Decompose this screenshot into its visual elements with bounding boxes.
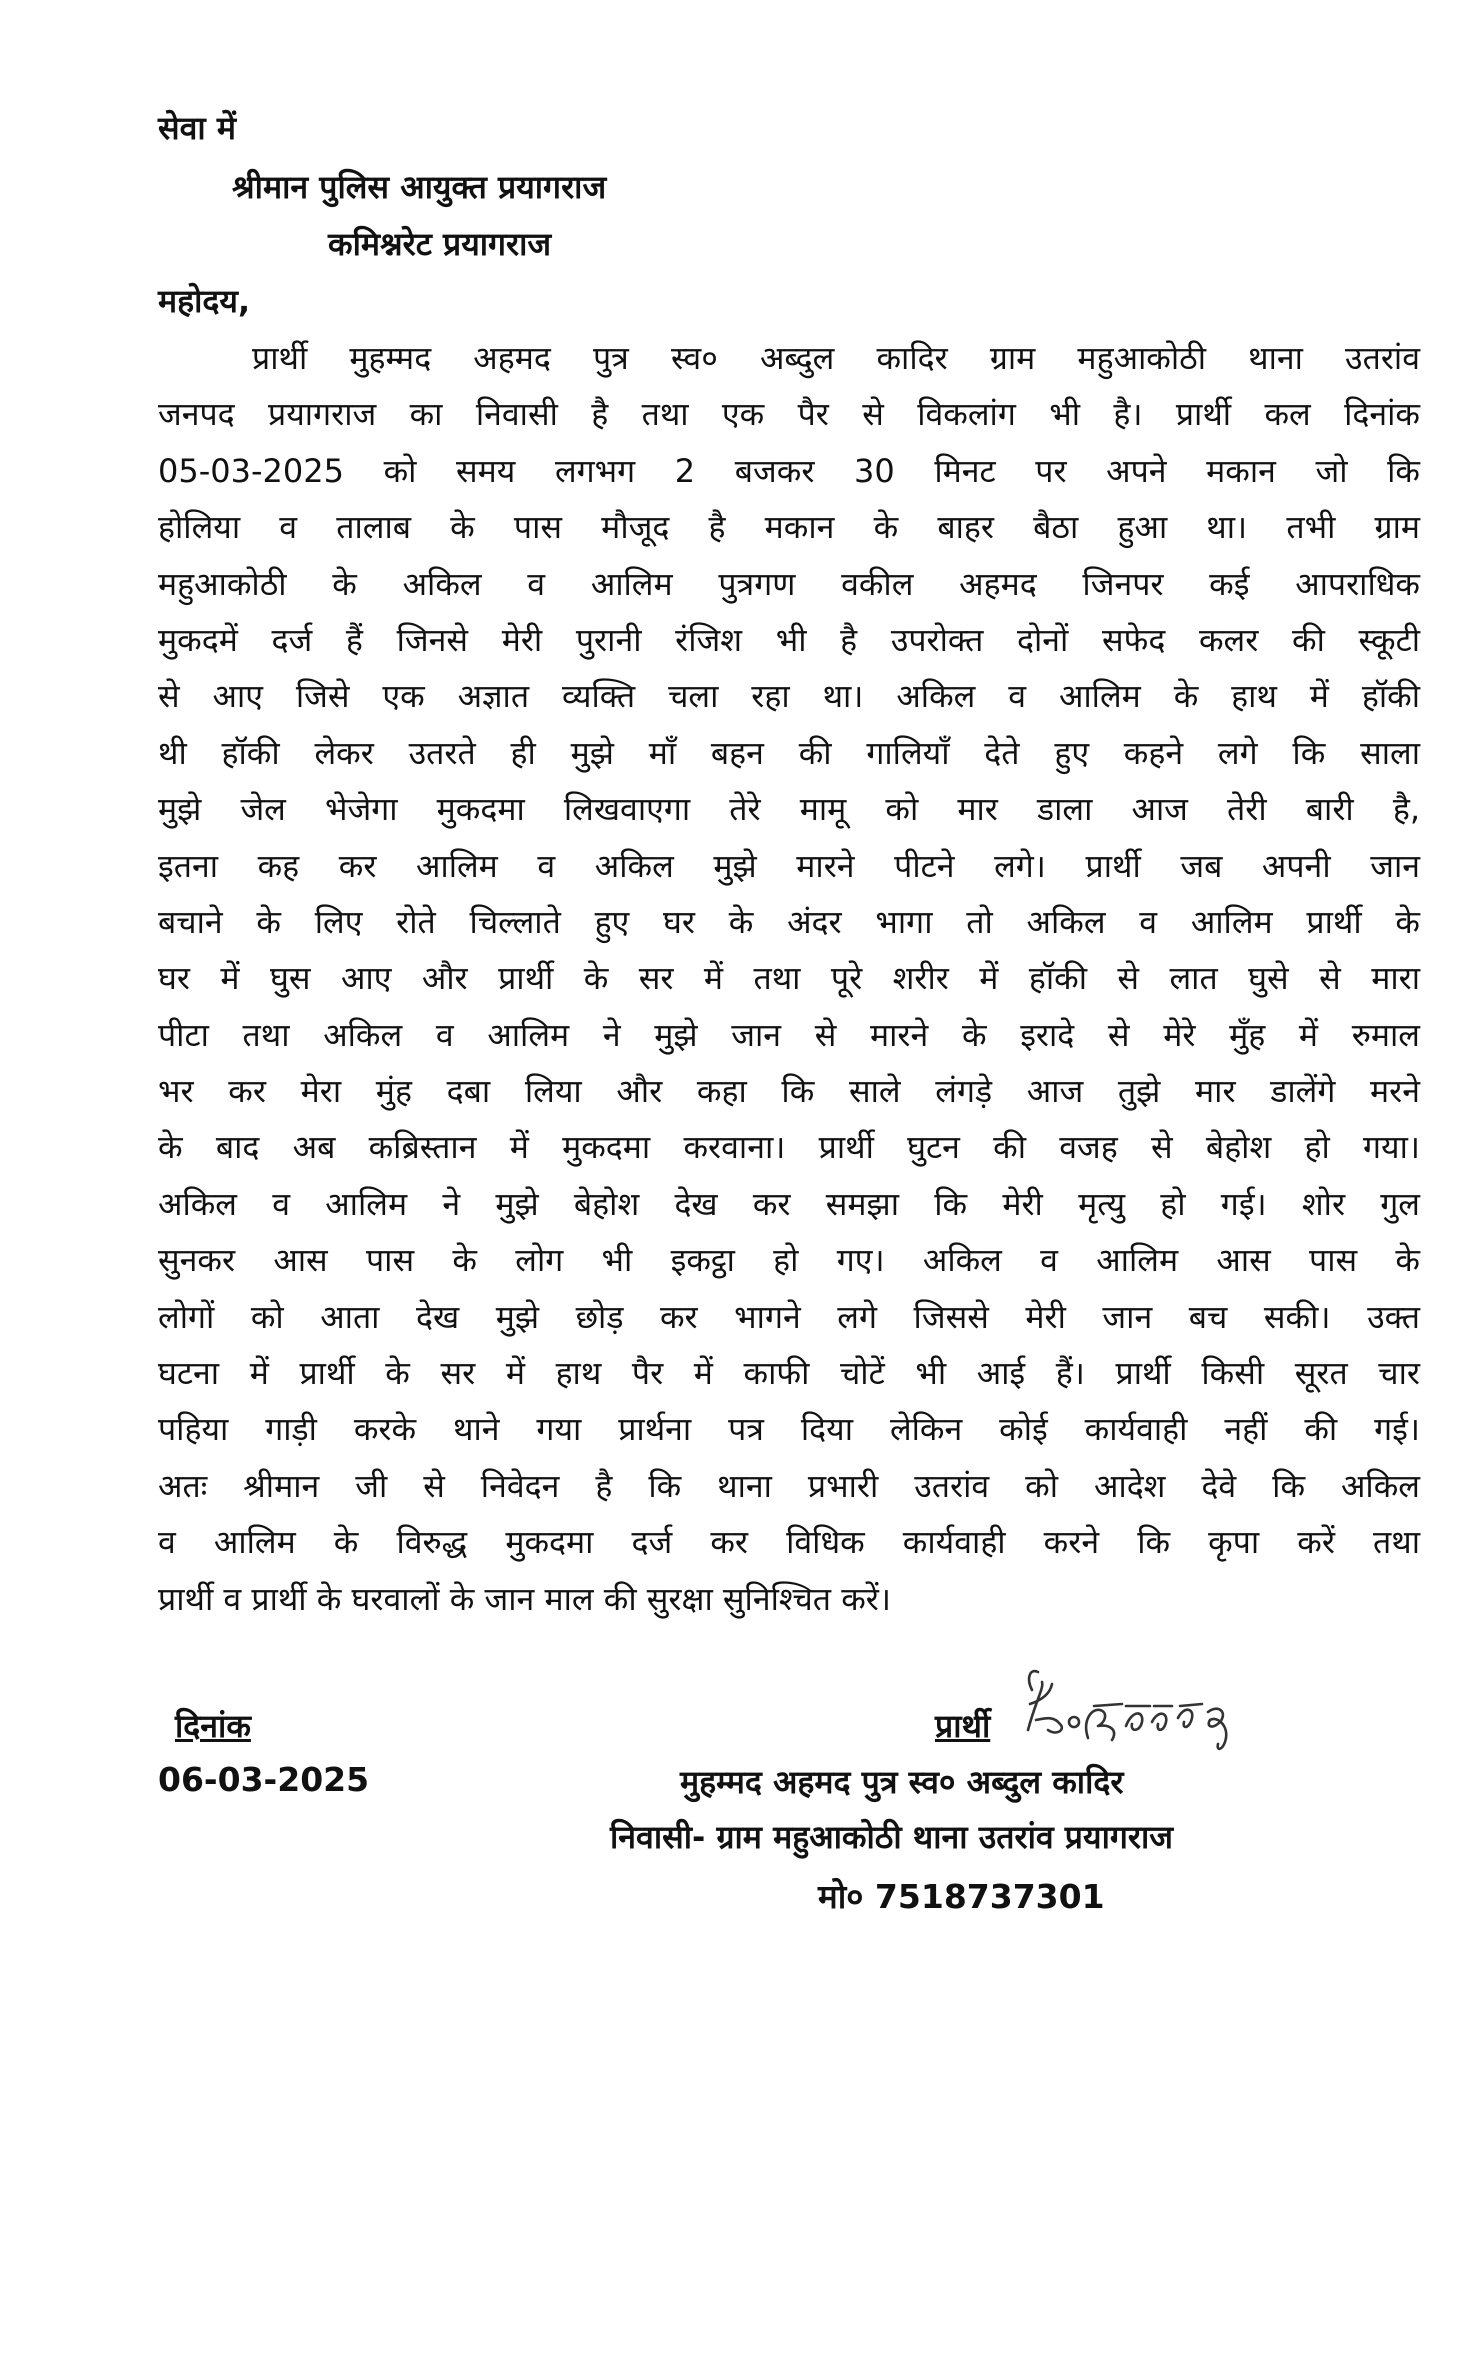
body-line: जनपद प्रयागराज का निवासी है तथा एक पैर से विकलांग भी है। प्रार्थी कल दिनांक — [158, 395, 1420, 434]
body-line: प्रार्थी मुहम्मद अहमद पुत्र स्व० अब्दुल कादिर ग्राम महुआकोठी थाना उतरांव — [252, 339, 1420, 377]
body-line: बचाने के लिए रोते चिल्लाते हुए घर के अंदर भागा तो अकिल व आलिम प्रार्थी के — [158, 902, 1420, 941]
body-line: मुझे जेल भेजेगा मुकदमा लिखवाएगा तेरे मामू को मार डाला आज तेरी बारी है, — [158, 790, 1420, 829]
body-line: थी हॉकी लेकर उतरते ही मुझे माँ बहन की गालियाँ देते हुए कहने लगे कि साला — [158, 733, 1420, 772]
body-line: होलिया व तालाब के पास मौजूद है मकान के बाहर बैठा हुआ था। तभी ग्राम — [158, 508, 1420, 547]
applicant-address: निवासी- ग्राम महुआकोठी थाना उतरांव प्रयागराज — [610, 1818, 1174, 1856]
body-line: घटना में प्रार्थी के सर में हाथ पैर में काफी चोटें भी आई हैं। प्रार्थी किसी सूरत चार — [158, 1354, 1420, 1393]
body-line: भर कर मेरा मुंह दबा लिया और कहा कि साले लंगड़े आज तुझे मार डालेंगे मरने — [158, 1072, 1420, 1111]
salutation-to: सेवा में — [158, 109, 236, 147]
body-line: लोगों को आता देख मुझे छोड़ कर भागने लगे जिससे मेरी जान बच सकी। उक्त — [158, 1297, 1420, 1336]
body-line: 05-03-2025 को समय लगभग 2 बजकर 30 मिनट पर अपने मकान जो कि — [158, 451, 1420, 490]
body-line: प्रार्थी व प्रार्थी के घरवालों के जान माल की सुरक्षा सुनिश्चित करें। — [158, 1579, 892, 1618]
addressee-line1: श्रीमान पुलिस आयुक्त प्रयागराज — [232, 168, 607, 206]
body-line: सुनकर आस पास के लोग भी इकट्ठा हो गए। अकिल व आलिम आस पास के — [158, 1241, 1420, 1280]
body-line: व आलिम के विरुद्ध मुकदमा दर्ज कर विधिक कार्यवाही करने कि कृपा करें तथा — [158, 1523, 1420, 1562]
addressee-line2: कमिश्नरेट प्रयागराज — [328, 225, 552, 263]
body-line: अकिल व आलिम ने मुझे बेहोश देख कर समझा कि मेरी मृत्यु हो गई। शोर गुल — [158, 1184, 1420, 1223]
body-line: से आए जिसे एक अज्ञात व्यक्ति चला रहा था। अकिल व आलिम के हाथ में हॉकी — [158, 677, 1420, 716]
applicant-label: प्रार्थी — [935, 1707, 991, 1745]
body-line: महुआकोठी के अकिल व आलिम पुत्रगण वकील अहमद जिनपर कई आपराधिक — [158, 564, 1420, 603]
body-line: पहिया गाड़ी करके थाने गया प्रार्थना पत्र दिया लेकिन कोई कार्यवाही नहीं की गई। — [158, 1410, 1420, 1449]
body-line: के बाद अब कब्रिस्तान में मुकदमा करवाना। प्रार्थी घुटन की वजह से बेहोश हो गया। — [158, 1128, 1420, 1167]
body-line: मुकदमें दर्ज हैं जिनसे मेरी पुरानी रंजिश भी है उपरोक्त दोनों सफेद कलर की स्कूटी — [158, 620, 1420, 659]
handwritten-signature — [1022, 1660, 1252, 1770]
body-line: पीटा तथा अकिल व आलिम ने मुझे जान से मारने के इरादे से मेरे मुँह में रुमाल — [158, 1015, 1420, 1054]
letter-body — [158, 330, 1420, 1627]
applicant-name: मुहम्मद अहमद पुत्र स्व० अब्दुल कादिर — [680, 1763, 1124, 1801]
body-line: इतना कह कर आलिम व अकिल मुझे मारने पीटने लगे। प्रार्थी जब अपनी जान — [158, 846, 1420, 885]
date-label: दिनांक — [175, 1707, 251, 1745]
body-line: अतः श्रीमान जी से निवेदन है कि थाना प्रभारी उतरांव को आदेश देवे कि अकिल — [158, 1466, 1420, 1505]
date-value: 06-03-2025 — [158, 1760, 370, 1799]
greeting: महोदय, — [158, 282, 251, 320]
body-line: घर में घुस आए और प्रार्थी के सर में तथा पूरे शरीर में हॉकी से लात घुसे से मारा — [158, 959, 1420, 998]
applicant-mobile: मो० 7518737301 — [818, 1877, 1105, 1916]
